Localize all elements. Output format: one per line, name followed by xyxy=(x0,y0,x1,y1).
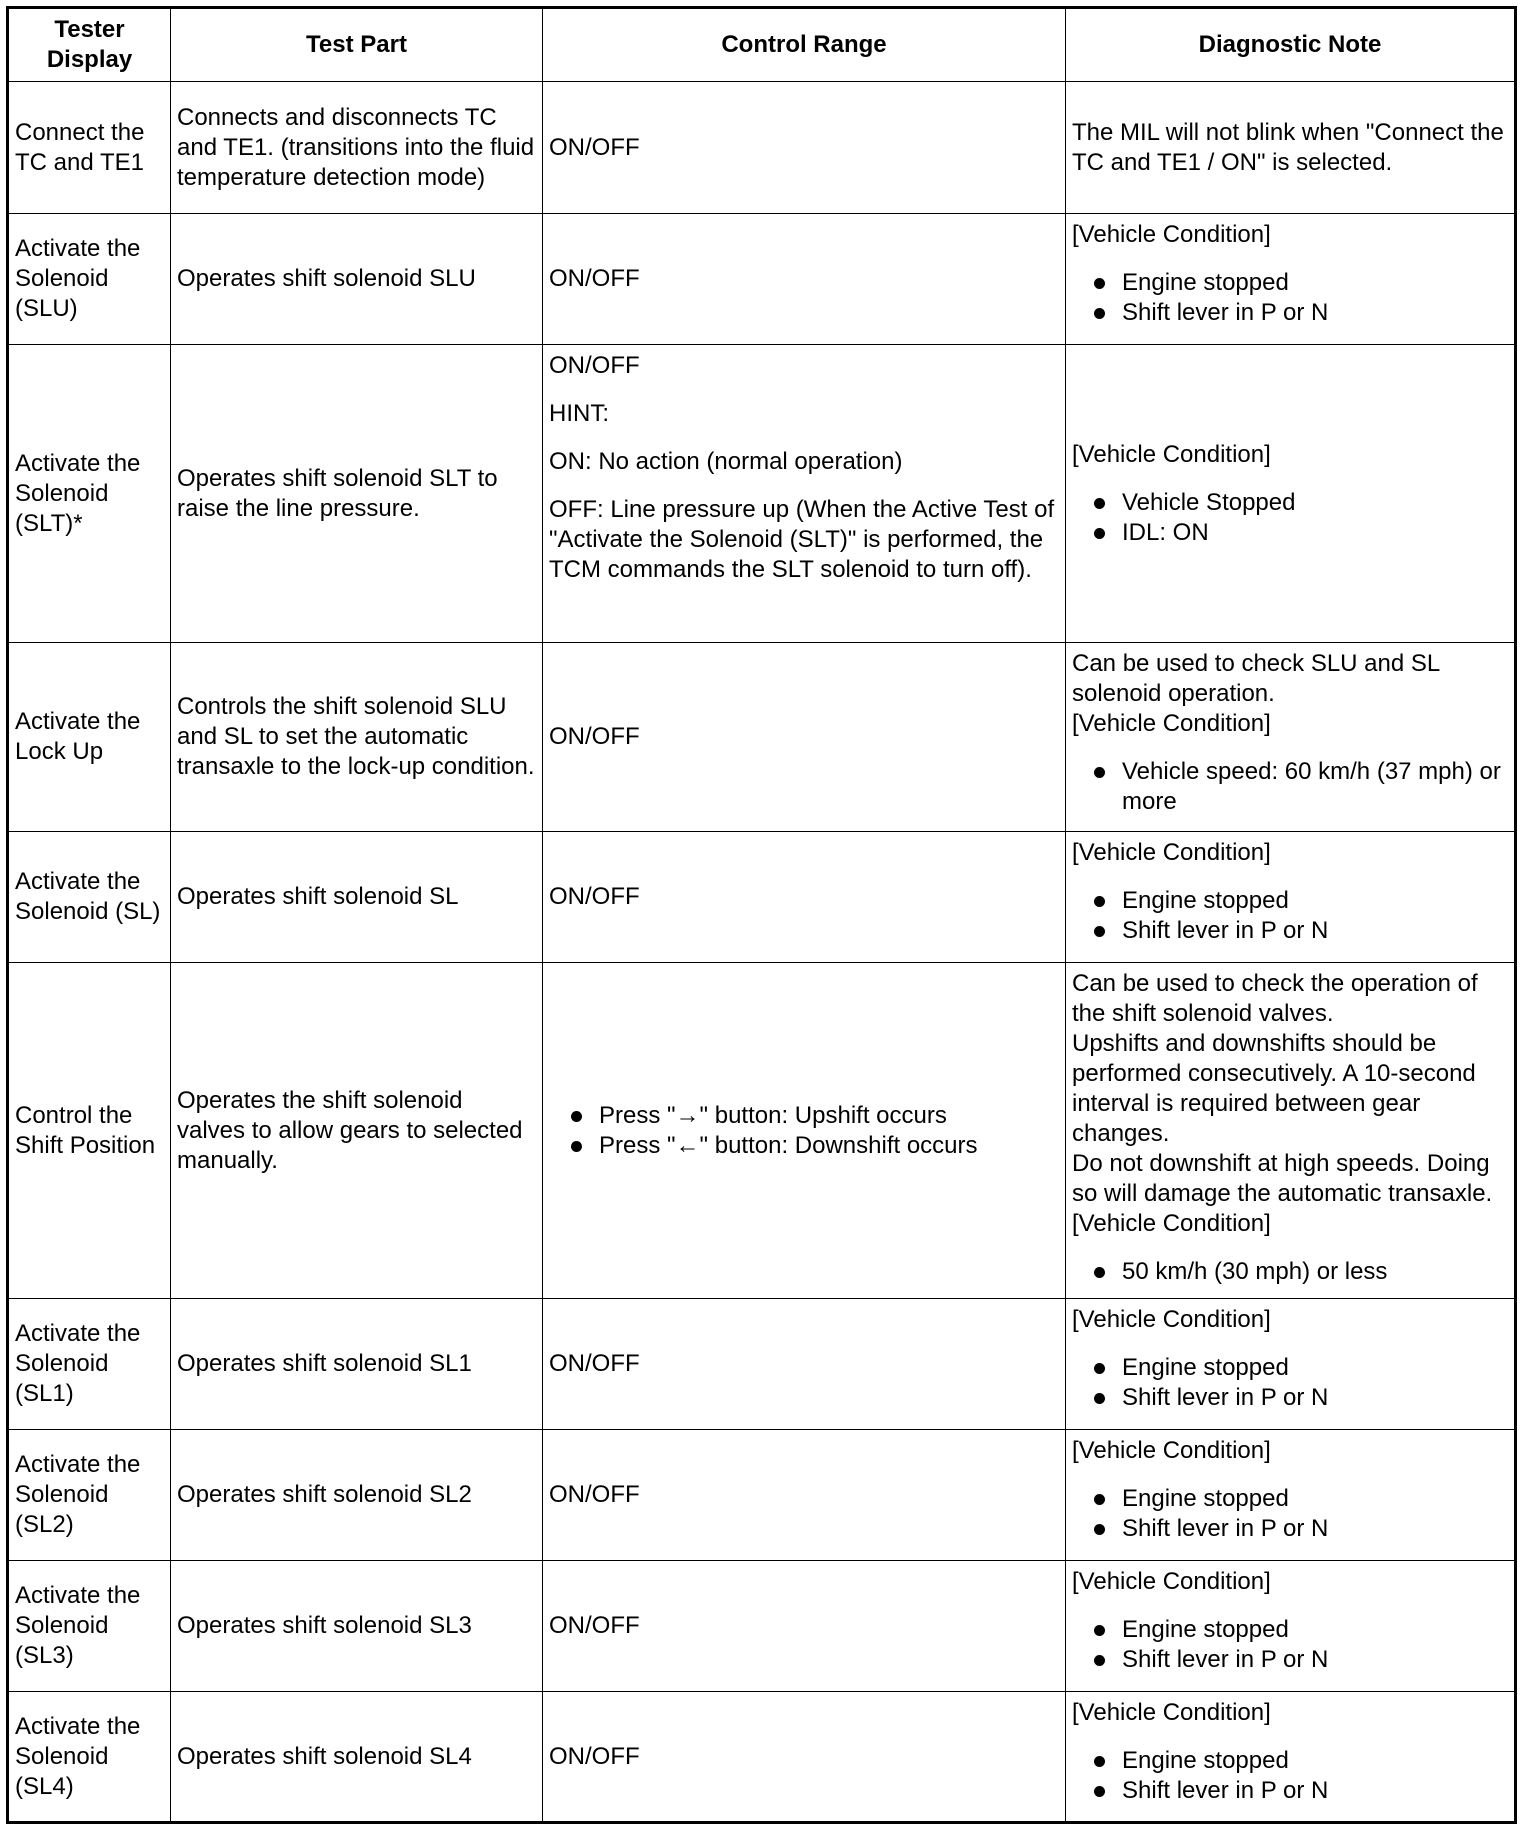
list-item: Engine stopped xyxy=(1092,1746,1508,1776)
cell-tester-display: Control the Shift Position xyxy=(8,963,171,1299)
cell-control-range xyxy=(543,963,1066,1299)
cell-tester-display: Activate the Solenoid (SL4) xyxy=(8,1692,171,1823)
table-row xyxy=(8,82,1516,214)
vehicle-condition-heading: [Vehicle Condition] xyxy=(1072,710,1271,737)
list-item: IDL: ON xyxy=(1092,518,1508,548)
note-line: Do not downshift at high speeds. Doing so will damage the automatic transaxle. xyxy=(1072,1150,1493,1207)
cell-test-part: Operates shift solenoid SLU xyxy=(171,214,543,345)
vehicle-condition-list xyxy=(1072,1615,1508,1675)
cell-test-part: Operates shift solenoid SL xyxy=(171,832,543,963)
list-item: Engine stopped xyxy=(1092,1353,1508,1383)
table-row xyxy=(8,643,1516,832)
cell-test-part: Operates shift solenoid SLT to raise the line pressure. xyxy=(171,345,543,643)
vehicle-condition-heading: [Vehicle Condition] xyxy=(1072,1699,1271,1726)
cell-control-range: ON/OFF xyxy=(543,832,1066,963)
cell-test-part: Controls the shift solenoid SLU and SL to set the automatic transaxle to the lock-up condition. xyxy=(171,643,543,832)
table-header-row xyxy=(8,8,1516,82)
note-intro: Can be used to check SLU and SL solenoid operation. xyxy=(1072,650,1440,707)
vehicle-condition-heading: [Vehicle Condition] xyxy=(1072,221,1271,248)
cell-diagnostic-note xyxy=(1066,1299,1516,1430)
shift-button-list xyxy=(549,1101,1059,1161)
table-row xyxy=(8,345,1516,643)
table-row xyxy=(8,214,1516,345)
note-line: Can be used to check the operation of the shift solenoid valves. xyxy=(1072,970,1478,1027)
cell-control-range: ON/OFF xyxy=(543,643,1066,832)
vehicle-condition-list xyxy=(1072,488,1508,548)
vehicle-condition-heading: [Vehicle Condition] xyxy=(1072,440,1271,468)
cell-control-range: ON/OFF xyxy=(543,1299,1066,1430)
cell-test-part: Operates shift solenoid SL2 xyxy=(171,1430,543,1561)
cell-diagnostic-note xyxy=(1066,345,1516,643)
list-item: Shift lever in P or N xyxy=(1092,1645,1508,1675)
list-item: Shift lever in P or N xyxy=(1092,916,1508,946)
cell-control-range: ON/OFF xyxy=(543,1692,1066,1823)
vehicle-condition-heading: [Vehicle Condition] xyxy=(1072,1306,1271,1333)
vehicle-condition-list xyxy=(1072,1257,1508,1287)
vehicle-condition-heading: [Vehicle Condition] xyxy=(1072,1210,1271,1237)
cell-diagnostic-note xyxy=(1066,1430,1516,1561)
cell-test-part: Operates shift solenoid SL4 xyxy=(171,1692,543,1823)
table-row xyxy=(8,1299,1516,1430)
cell-control-range: ON/OFF xyxy=(543,214,1066,345)
active-test-table xyxy=(6,6,1517,1824)
list-item: Engine stopped xyxy=(1092,1615,1508,1645)
cell-control-range: ON/OFF xyxy=(543,1430,1066,1561)
list-item: Engine stopped xyxy=(1092,268,1508,298)
vehicle-condition-list xyxy=(1072,1746,1508,1806)
header-test-part: Test Part xyxy=(171,8,543,82)
list-item: Vehicle Stopped xyxy=(1092,488,1508,518)
vehicle-condition-list xyxy=(1072,757,1508,817)
vehicle-condition-list xyxy=(1072,1484,1508,1544)
table-row xyxy=(8,1692,1516,1823)
header-tester-display: Tester Display xyxy=(8,8,171,82)
cell-control-range: ON/OFF xyxy=(543,82,1066,214)
header-control-range: Control Range xyxy=(543,8,1066,82)
list-item: 50 km/h (30 mph) or less xyxy=(1092,1257,1508,1287)
range-off-description: OFF: Line pressure up (When the Active Test of "Activate the Solenoid (SLT)" is performed, the TCM commands the SLT solenoid to turn off). xyxy=(549,496,1055,583)
cell-control-range xyxy=(543,345,1066,643)
cell-tester-display: Activate the Solenoid (SL) xyxy=(8,832,171,963)
cell-test-part: Operates the shift solenoid valves to allow gears to selected manually. xyxy=(171,963,543,1299)
active-test-table-container xyxy=(6,6,1517,1824)
table-row xyxy=(8,1561,1516,1692)
table-row xyxy=(8,963,1516,1299)
list-item: Engine stopped xyxy=(1092,886,1508,916)
cell-control-range: ON/OFF xyxy=(543,1561,1066,1692)
vehicle-condition-list xyxy=(1072,886,1508,946)
cell-diagnostic-note xyxy=(1066,214,1516,345)
cell-diagnostic-note xyxy=(1066,643,1516,832)
list-item: Shift lever in P or N xyxy=(1092,298,1508,328)
table-row xyxy=(8,832,1516,963)
vehicle-condition-heading: [Vehicle Condition] xyxy=(1072,1437,1271,1464)
list-item: Press "←" button: Downshift occurs xyxy=(569,1131,1059,1161)
list-item: Shift lever in P or N xyxy=(1092,1514,1508,1544)
cell-tester-display: Activate the Solenoid (SLU) xyxy=(8,214,171,345)
list-item: Press "→" button: Upshift occurs xyxy=(569,1101,1059,1131)
cell-tester-display: Activate the Solenoid (SLT)* xyxy=(8,345,171,643)
cell-tester-display: Connect the TC and TE1 xyxy=(8,82,171,214)
range-value: ON/OFF xyxy=(549,352,640,379)
cell-tester-display: Activate the Solenoid (SL1) xyxy=(8,1299,171,1430)
cell-diagnostic-note xyxy=(1066,963,1516,1299)
range-hint: HINT: xyxy=(549,400,609,427)
table-row xyxy=(8,1430,1516,1561)
cell-diagnostic-note xyxy=(1066,1561,1516,1692)
list-item: Shift lever in P or N xyxy=(1092,1383,1508,1413)
cell-tester-display: Activate the Lock Up xyxy=(8,643,171,832)
vehicle-condition-list xyxy=(1072,268,1508,328)
vehicle-condition-heading: [Vehicle Condition] xyxy=(1072,839,1271,866)
range-on-description: ON: No action (normal operation) xyxy=(549,448,903,475)
cell-diagnostic-note: The MIL will not blink when "Connect the TC and TE1 / ON" is selected. xyxy=(1066,82,1516,214)
list-item: Engine stopped xyxy=(1092,1484,1508,1514)
cell-test-part: Connects and disconnects TC and TE1. (transitions into the fluid temperature detection mode) xyxy=(171,82,543,214)
header-diagnostic-note: Diagnostic Note xyxy=(1066,8,1516,82)
list-item: Shift lever in P or N xyxy=(1092,1776,1508,1806)
cell-test-part: Operates shift solenoid SL1 xyxy=(171,1299,543,1430)
vehicle-condition-heading: [Vehicle Condition] xyxy=(1072,1568,1271,1595)
cell-tester-display: Activate the Solenoid (SL2) xyxy=(8,1430,171,1561)
cell-tester-display: Activate the Solenoid (SL3) xyxy=(8,1561,171,1692)
cell-diagnostic-note xyxy=(1066,832,1516,963)
cell-test-part: Operates shift solenoid SL3 xyxy=(171,1561,543,1692)
cell-diagnostic-note xyxy=(1066,1692,1516,1823)
note-line: Upshifts and downshifts should be performed consecutively. A 10-second interval is required between gear changes. xyxy=(1072,1030,1476,1147)
vehicle-condition-list xyxy=(1072,1353,1508,1413)
list-item: Vehicle speed: 60 km/h (37 mph) or more xyxy=(1092,757,1508,817)
